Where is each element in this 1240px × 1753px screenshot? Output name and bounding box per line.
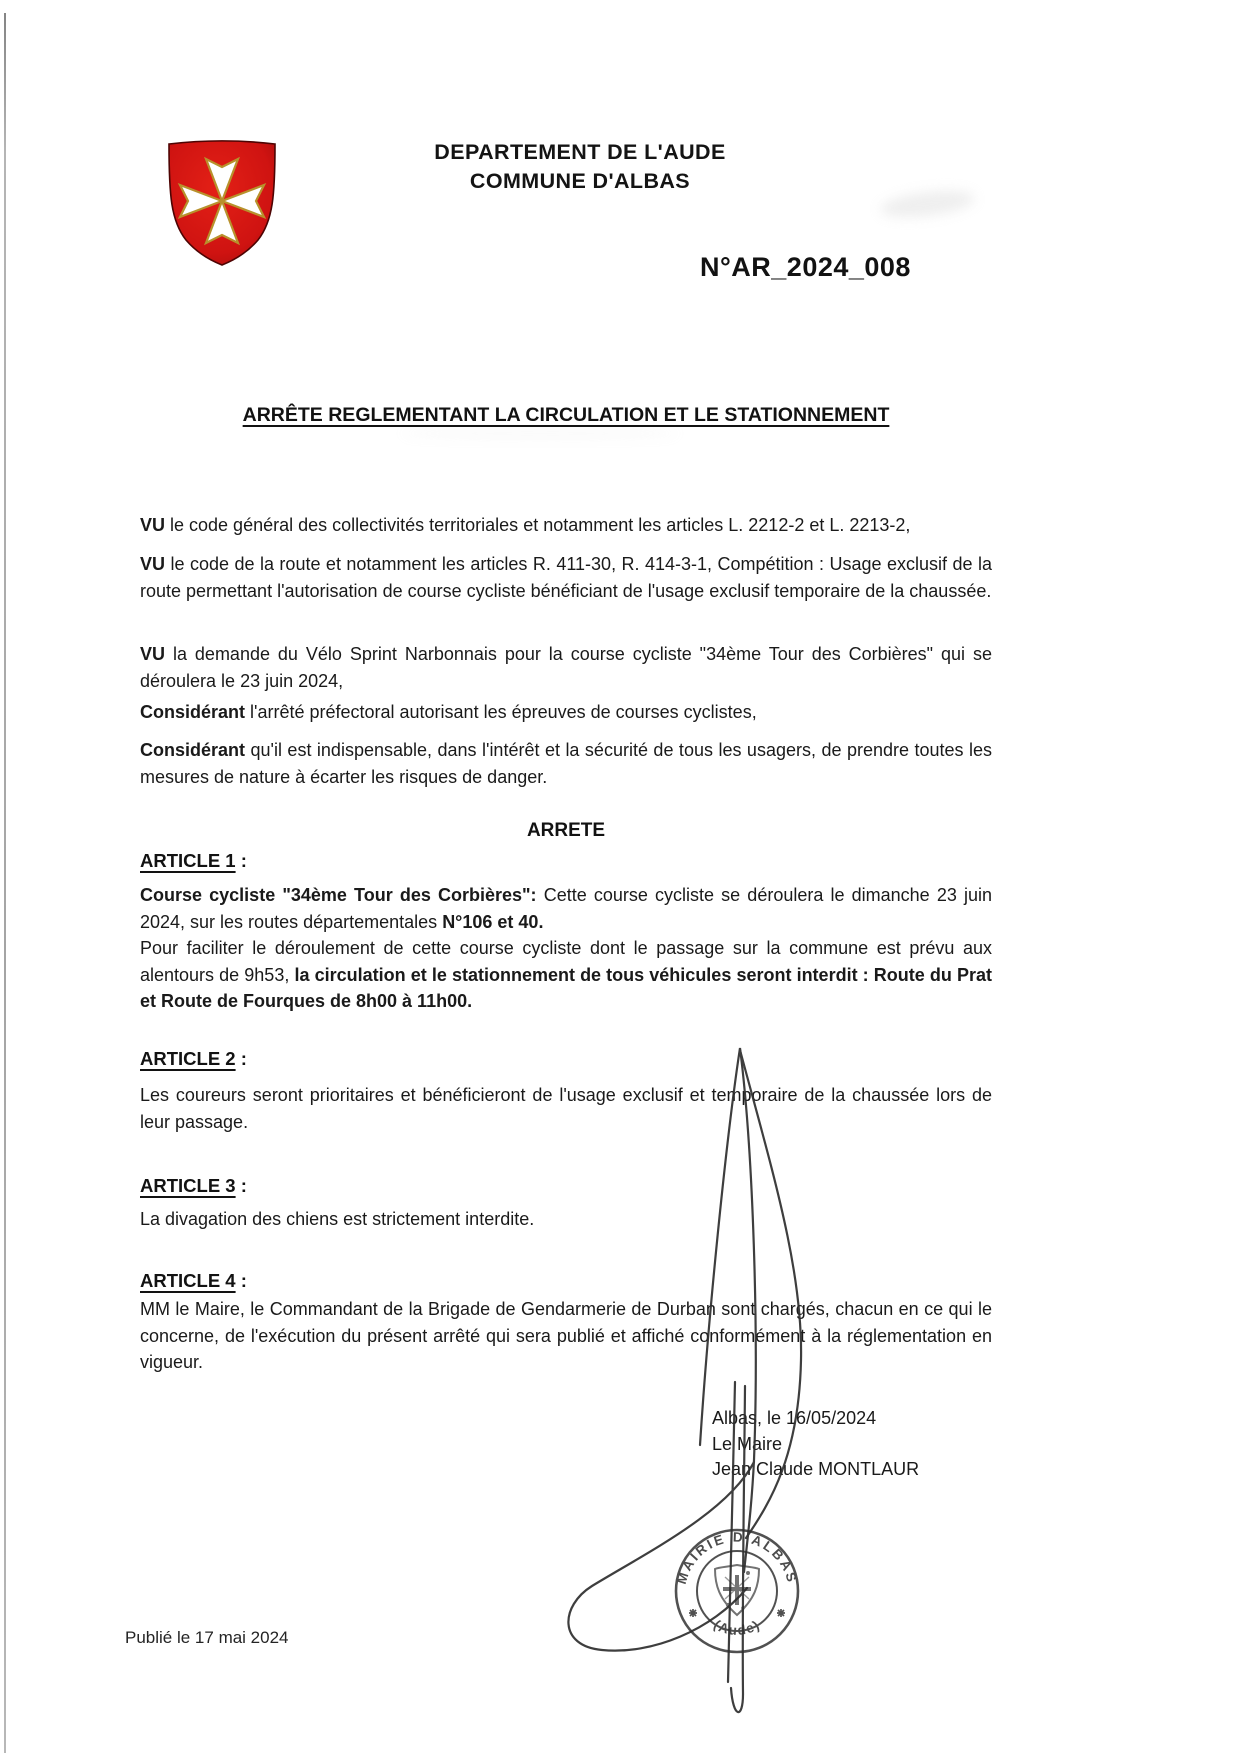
article-1-paragraph: Course cycliste "34ème Tour des Corbières": Cette course cycliste se déroulera le dimanche 23 juin 2024, sur les routes départementales N°106 et 40.	[140, 885, 992, 932]
header-commune: COMMUNE D'ALBAS	[469, 169, 691, 193]
header-departement: DEPARTEMENT DE L'AUDE	[434, 140, 726, 164]
arrete-heading: ARRETE	[526, 820, 606, 841]
scan-smudge-under-title	[400, 430, 680, 437]
article-3-paragraph: La divagation des chiens est strictement interdite.	[140, 1209, 535, 1229]
signature-name: Jean Claude MONTLAUR	[712, 1459, 920, 1479]
recital-paragraph: VU le code de la route et notamment les articles R. 411-30, R. 414-3-1, Compétition : Usage exclusif de la route permettant l'autorisation de course cycliste bénéficiant de l'usage exclusif temporaire de la chaussée.	[140, 554, 992, 601]
article-2-paragraph: Les coureurs seront prioritaires et bénéficieront de l'usage exclusif et temporaire de la chaussée lors de leur passage.	[140, 1085, 992, 1132]
stamp-bottom-text: (Aude)	[711, 1616, 763, 1639]
document-title: ARRÊTE REGLEMENTANT LA CIRCULATION ET LE STATIONNEMENT	[242, 404, 890, 426]
recital-paragraph: VU le code général des collectivités territoriales et notamment les articles L. 2212-2 et L. 2213-2,	[140, 515, 911, 535]
article-4-heading: ARTICLE 4 :	[140, 1270, 247, 1291]
recital-paragraph: VU la demande du Vélo Sprint Narbonnais pour la course cycliste "34ème Tour des Corbières" qui se déroulera le 23 juin 2024,	[140, 644, 992, 691]
signature-place-date: Albas, le 16/05/2024	[712, 1408, 877, 1428]
signature-title: Le Maire	[712, 1433, 783, 1454]
document-header	[240, 138, 920, 196]
article-2-heading: ARTICLE 2 :	[140, 1048, 247, 1069]
recital-paragraph: Considérant qu'il est indispensable, dans l'intérêt et la sécurité de tous les usagers, de prendre toutes les mesures de nature à écarter les risques de danger.	[140, 740, 992, 787]
article-1-heading: ARTICLE 1 :	[140, 850, 247, 871]
document-number: N°AR_2024_008	[700, 252, 911, 282]
scan-edge-line	[4, 13, 6, 1753]
publication-note: Publié le 17 mai 2024	[125, 1628, 289, 1647]
stamp-top-text: MAIRIE D'ALBAS	[673, 1529, 801, 1586]
handwritten-signature	[530, 1030, 890, 1730]
article-3-heading: ARTICLE 3 :	[140, 1175, 247, 1196]
recital-paragraph: Considérant l'arrêté préfectoral autorisant les épreuves de courses cyclistes,	[140, 702, 757, 722]
article-1-paragraph: Pour faciliter le déroulement de cette course cycliste dont le passage sur la commune est prévu aux alentours de 9h53, la circulation et le stationnement de tous véhicules seront interdit : Route du Prat et Route de Fourques de 8h00 à 11h00.	[140, 938, 992, 1011]
signature-strokes-icon	[530, 1030, 890, 1730]
article-4-paragraph: MM le Maire, le Commandant de la Brigade de Gendarmerie de Durban sont chargés, chacun en ce qui le concerne, de l'exécution du présent arrêté qui sera publié et affiché conformément à la réglementation en vigueur.	[140, 1299, 992, 1372]
